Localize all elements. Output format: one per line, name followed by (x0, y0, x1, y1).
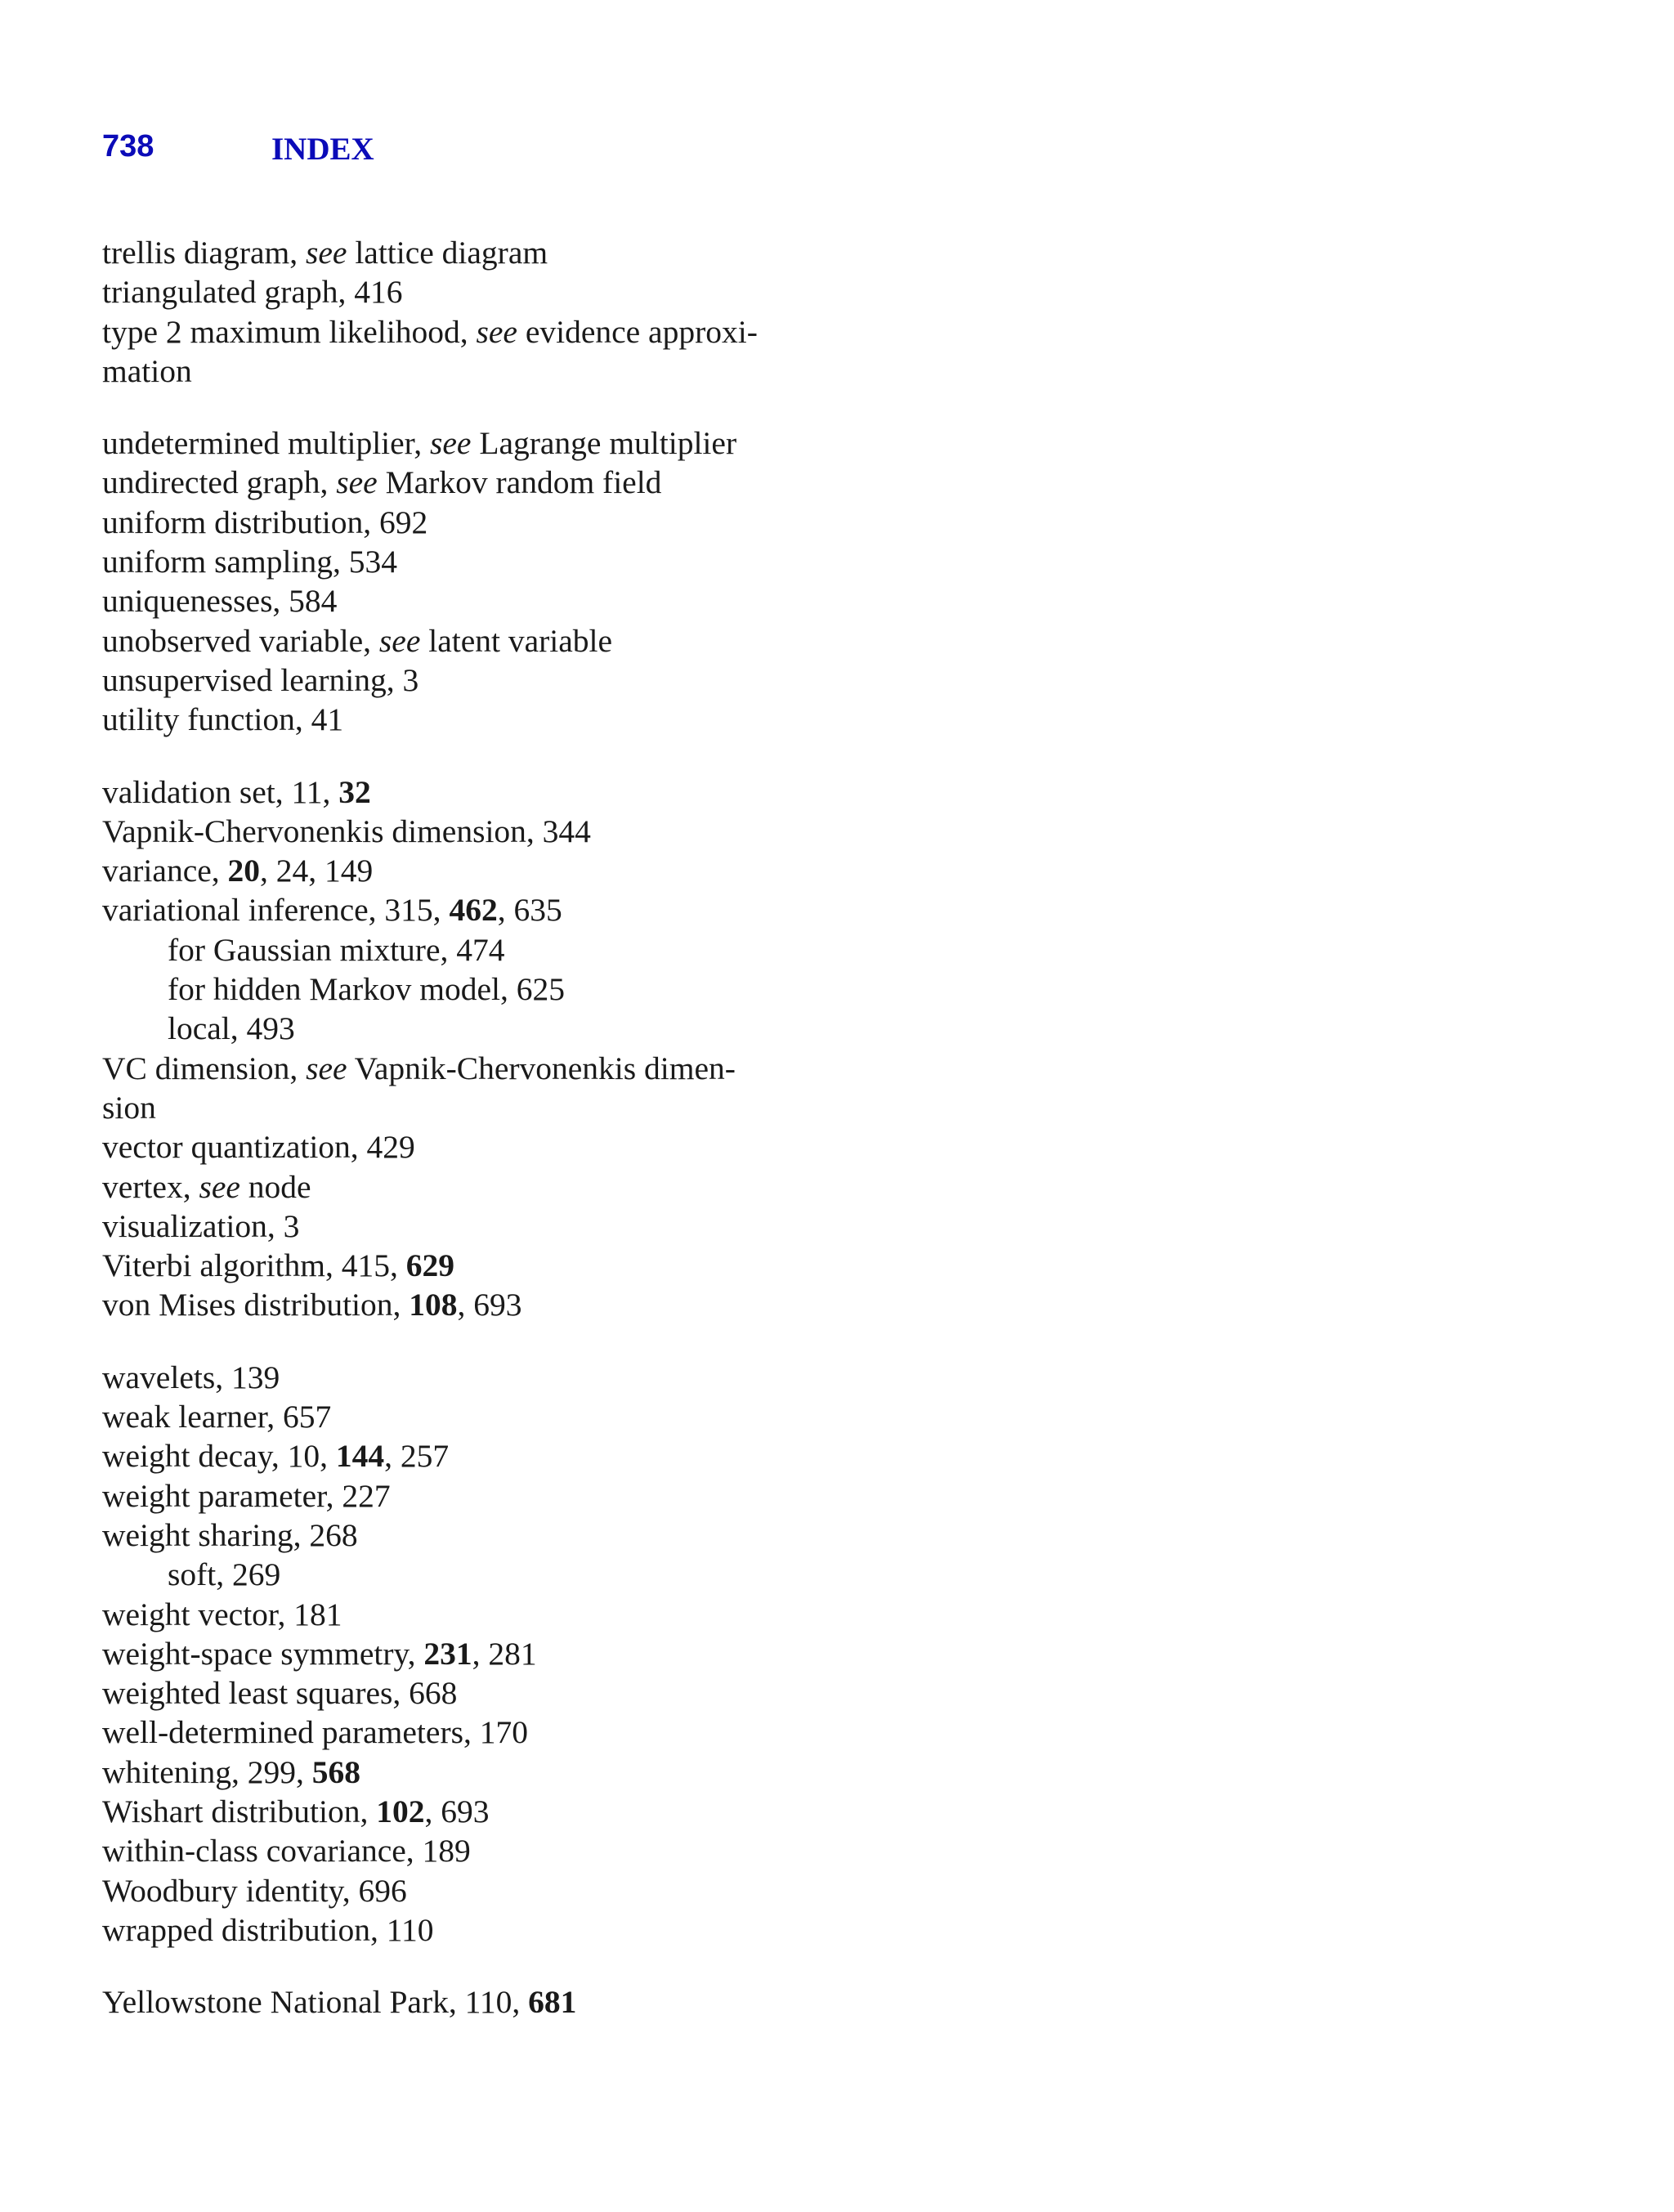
index-entry: weight parameter, 227 (102, 1477, 391, 1514)
index-entry: VC dimension, see Vapnik-Chervonenkis dimen- sion (102, 1049, 821, 1128)
index-subentry: for hidden Markov model, 625 (168, 971, 565, 1008)
index-subentry: soft, 269 (168, 1556, 281, 1593)
index-entry: variational inference, 315, 462, 635 (102, 892, 562, 929)
see-reference: see (199, 1168, 240, 1205)
index-entry: weight decay, 10, 144, 257 (102, 1438, 450, 1475)
index-entry: trellis diagram, see lattice diagram (102, 235, 548, 271)
index-entry: visualization, 3 (102, 1207, 300, 1244)
index-entry: validation set, 11, 32 (102, 773, 371, 810)
index-entry: vector quantization, 429 (102, 1129, 415, 1166)
see-reference: see (430, 425, 472, 462)
index-group-u (102, 423, 821, 739)
index-entry: Yellowstone National Park, 110, 681 (102, 1984, 577, 2021)
index-entry: undirected graph, see Markov random field (102, 464, 662, 501)
index-entry: vertex, see node (102, 1168, 311, 1205)
see-reference: see (476, 313, 517, 350)
see-reference: see (306, 1050, 347, 1086)
index-entry: weight sharing, 268 (102, 1516, 358, 1553)
index-entry: weight-space symmetry, 231, 281 (102, 1635, 537, 1672)
index-group-w (102, 1358, 821, 1950)
index-entry: within-class covariance, 189 (102, 1833, 471, 1869)
bold-page-ref: 102 (376, 1793, 425, 1829)
index-entry: triangulated graph, 416 (102, 274, 403, 311)
entry-continuation: mation (102, 352, 192, 389)
page-number: 738 (102, 129, 154, 163)
index-group-t (102, 233, 821, 391)
index-entry: uniquenesses, 584 (102, 583, 338, 620)
index-entry: type 2 maximum likelihood, see evidence approxi- mation (102, 312, 821, 392)
entry-continuation: sion (102, 1089, 156, 1126)
index-entry: wrapped distribution, 110 (102, 1911, 434, 1948)
index-entry: uniform distribution, 692 (102, 504, 428, 540)
index-entry: weighted least squares, 668 (102, 1675, 458, 1712)
index-entry: wavelets, 139 (102, 1359, 280, 1395)
index-entry: variance, 20, 24, 149 (102, 853, 374, 889)
index-entry: Viterbi algorithm, 415, 629 (102, 1247, 454, 1284)
index-entry: von Mises distribution, 108, 693 (102, 1287, 522, 1323)
bold-page-ref: 568 (311, 1753, 360, 1790)
bold-page-ref: 629 (405, 1247, 454, 1284)
index-entry: weak learner, 657 (102, 1399, 332, 1435)
running-head-title: INDEX (271, 132, 374, 167)
index-entry: undetermined multiplier, see Lagrange multiplier (102, 425, 737, 462)
bold-page-ref: 20 (227, 853, 261, 889)
index-entry: uniform sampling, 534 (102, 544, 397, 580)
index-subentry: local, 493 (168, 1010, 295, 1047)
index-entry: unobserved variable, see latent variable (102, 622, 613, 659)
index-entry: Woodbury identity, 696 (102, 1872, 407, 1909)
index-entry: weight vector, 181 (102, 1596, 342, 1632)
index-subentry: for Gaussian mixture, 474 (168, 931, 505, 968)
bold-page-ref: 681 (528, 1984, 577, 2021)
index-entry: unsupervised learning, 3 (102, 661, 419, 698)
bold-page-ref: 462 (449, 892, 498, 929)
bold-page-ref: 32 (338, 773, 371, 810)
index-entry: whitening, 299, 568 (102, 1753, 360, 1790)
bold-page-ref: 108 (409, 1287, 458, 1323)
see-reference: see (336, 464, 378, 501)
index-entry: Vapnik-Chervonenkis dimension, 344 (102, 813, 591, 849)
see-reference: see (378, 622, 421, 659)
index-entry: well-determined parameters, 170 (102, 1714, 528, 1751)
bold-page-ref: 144 (335, 1438, 385, 1475)
index-group-v (102, 772, 821, 1325)
index-group-y (102, 1982, 821, 2022)
bold-page-ref: 231 (423, 1635, 472, 1672)
index-entry: utility function, 41 (102, 701, 344, 738)
index-body (102, 233, 821, 2054)
see-reference: see (306, 235, 347, 271)
index-entry: Wishart distribution, 102, 693 (102, 1793, 490, 1829)
